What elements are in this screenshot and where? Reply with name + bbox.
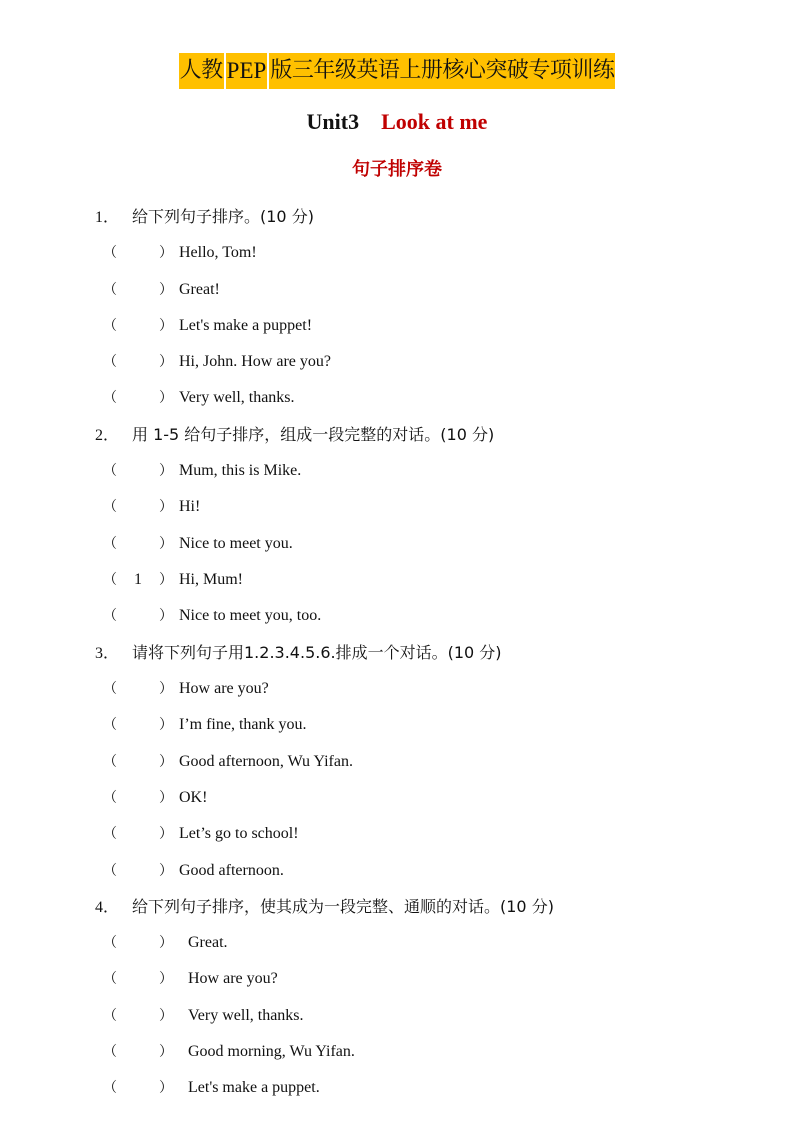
question-1-title (95, 206, 314, 229)
close-bracket: ） (159, 318, 173, 334)
open-bracket: （ (103, 1044, 117, 1060)
close-bracket: ） (159, 1008, 173, 1024)
close-bracket: ） (159, 826, 173, 842)
close-bracket: ） (159, 354, 173, 370)
open-bracket: （ (103, 717, 117, 733)
unit-topic: Look at me (381, 109, 488, 134)
sentence-text: Hi, John. How are you? (179, 353, 331, 370)
sentence-text: Very well, thanks. (188, 1007, 304, 1024)
close-bracket: ） (159, 971, 173, 987)
sentence-text: Hi, Mum! (179, 571, 243, 588)
open-bracket: （ (103, 282, 117, 298)
sentence-text: Good afternoon. (179, 862, 284, 879)
close-bracket: ） (159, 499, 173, 515)
sentence-text: Let's make a puppet! (179, 317, 313, 334)
question-number: 3． (95, 645, 120, 662)
sentence-text: Nice to meet you, too. (179, 607, 322, 624)
open-bracket: （ (103, 790, 117, 806)
close-bracket: ） (159, 935, 173, 951)
open-bracket: （ (103, 245, 117, 261)
question-number: 1． (95, 209, 120, 226)
sentence-text: Hello, Tom! (179, 244, 257, 261)
sentence-text: Great! (179, 281, 220, 298)
sentence-text: Good morning, Wu Yifan. (188, 1043, 355, 1060)
open-bracket: （ (103, 826, 117, 842)
question-3-title (95, 642, 502, 665)
sentence-text: Good afternoon, Wu Yifan. (179, 753, 353, 770)
open-bracket: （ (103, 863, 117, 879)
sentence-text: I’m fine, thank you. (179, 716, 307, 733)
page-title (0, 53, 794, 89)
question-4-title (95, 896, 554, 919)
question-prompt: 请将下列句子用1.2.3.4.5.6.排成一个对话。(10 分) (132, 643, 502, 662)
open-bracket: （ (103, 971, 117, 987)
sentence-text: Let's make a puppet. (188, 1079, 320, 1096)
open-bracket: （ (103, 608, 117, 624)
question-2-title (95, 424, 494, 447)
close-bracket: ） (159, 681, 173, 697)
close-bracket: ） (159, 245, 173, 261)
question-prompt: 给下列句子排序，使其成为一段完整、通顺的对话。(10 分) (132, 897, 554, 916)
question-number: 4． (95, 899, 120, 916)
title-part-course: 版三年级英语上册核心突破专项训练 (269, 53, 615, 89)
open-bracket: （ (103, 935, 117, 951)
sentence-text: OK! (179, 789, 208, 806)
open-bracket: （ (103, 390, 117, 406)
question-number: 2． (95, 427, 120, 444)
close-bracket: ） (159, 863, 173, 879)
sentence-text: Mum, this is Mike. (179, 462, 302, 479)
question-prompt: 用 1-5 给句子排序，组成一段完整的对话。(10 分) (132, 425, 495, 444)
sentence-text: Great. (188, 934, 228, 951)
close-bracket: ） (159, 717, 173, 733)
open-bracket: （ (103, 681, 117, 697)
open-bracket: （ (103, 463, 117, 479)
sentence-text: Let’s go to school! (179, 825, 299, 842)
close-bracket: ） (159, 463, 173, 479)
open-bracket: （ (103, 754, 117, 770)
close-bracket: ） (159, 754, 173, 770)
title-part-publisher: 人教 (179, 53, 224, 89)
open-bracket: （ (103, 318, 117, 334)
close-bracket: ） (159, 536, 173, 552)
answer-blank[interactable]: 1 (134, 571, 142, 588)
close-bracket: ） (159, 282, 173, 298)
close-bracket: ） (159, 572, 173, 588)
unit-name: Unit3 (306, 109, 360, 134)
open-bracket: （ (103, 1080, 117, 1096)
sentence-text: Nice to meet you. (179, 535, 293, 552)
close-bracket: ） (159, 1044, 173, 1060)
close-bracket: ） (159, 608, 173, 624)
section-subtitle: 句子排序卷 (352, 159, 442, 180)
sentence-text: How are you? (179, 680, 269, 697)
sentence-text: Hi! (179, 498, 201, 515)
close-bracket: ） (159, 1080, 173, 1096)
open-bracket: （ (103, 572, 117, 588)
question-prompt: 给下列句子排序。(10 分) (132, 207, 314, 226)
close-bracket: ） (159, 390, 173, 406)
close-bracket: ） (159, 790, 173, 806)
open-bracket: （ (103, 536, 117, 552)
open-bracket: （ (103, 1008, 117, 1024)
open-bracket: （ (103, 354, 117, 370)
sentence-text: How are you? (188, 970, 278, 987)
sentence-text: Very well, thanks. (179, 389, 295, 406)
title-part-edition: PEP (226, 53, 268, 89)
open-bracket: （ (103, 499, 117, 515)
unit-heading (0, 108, 794, 136)
